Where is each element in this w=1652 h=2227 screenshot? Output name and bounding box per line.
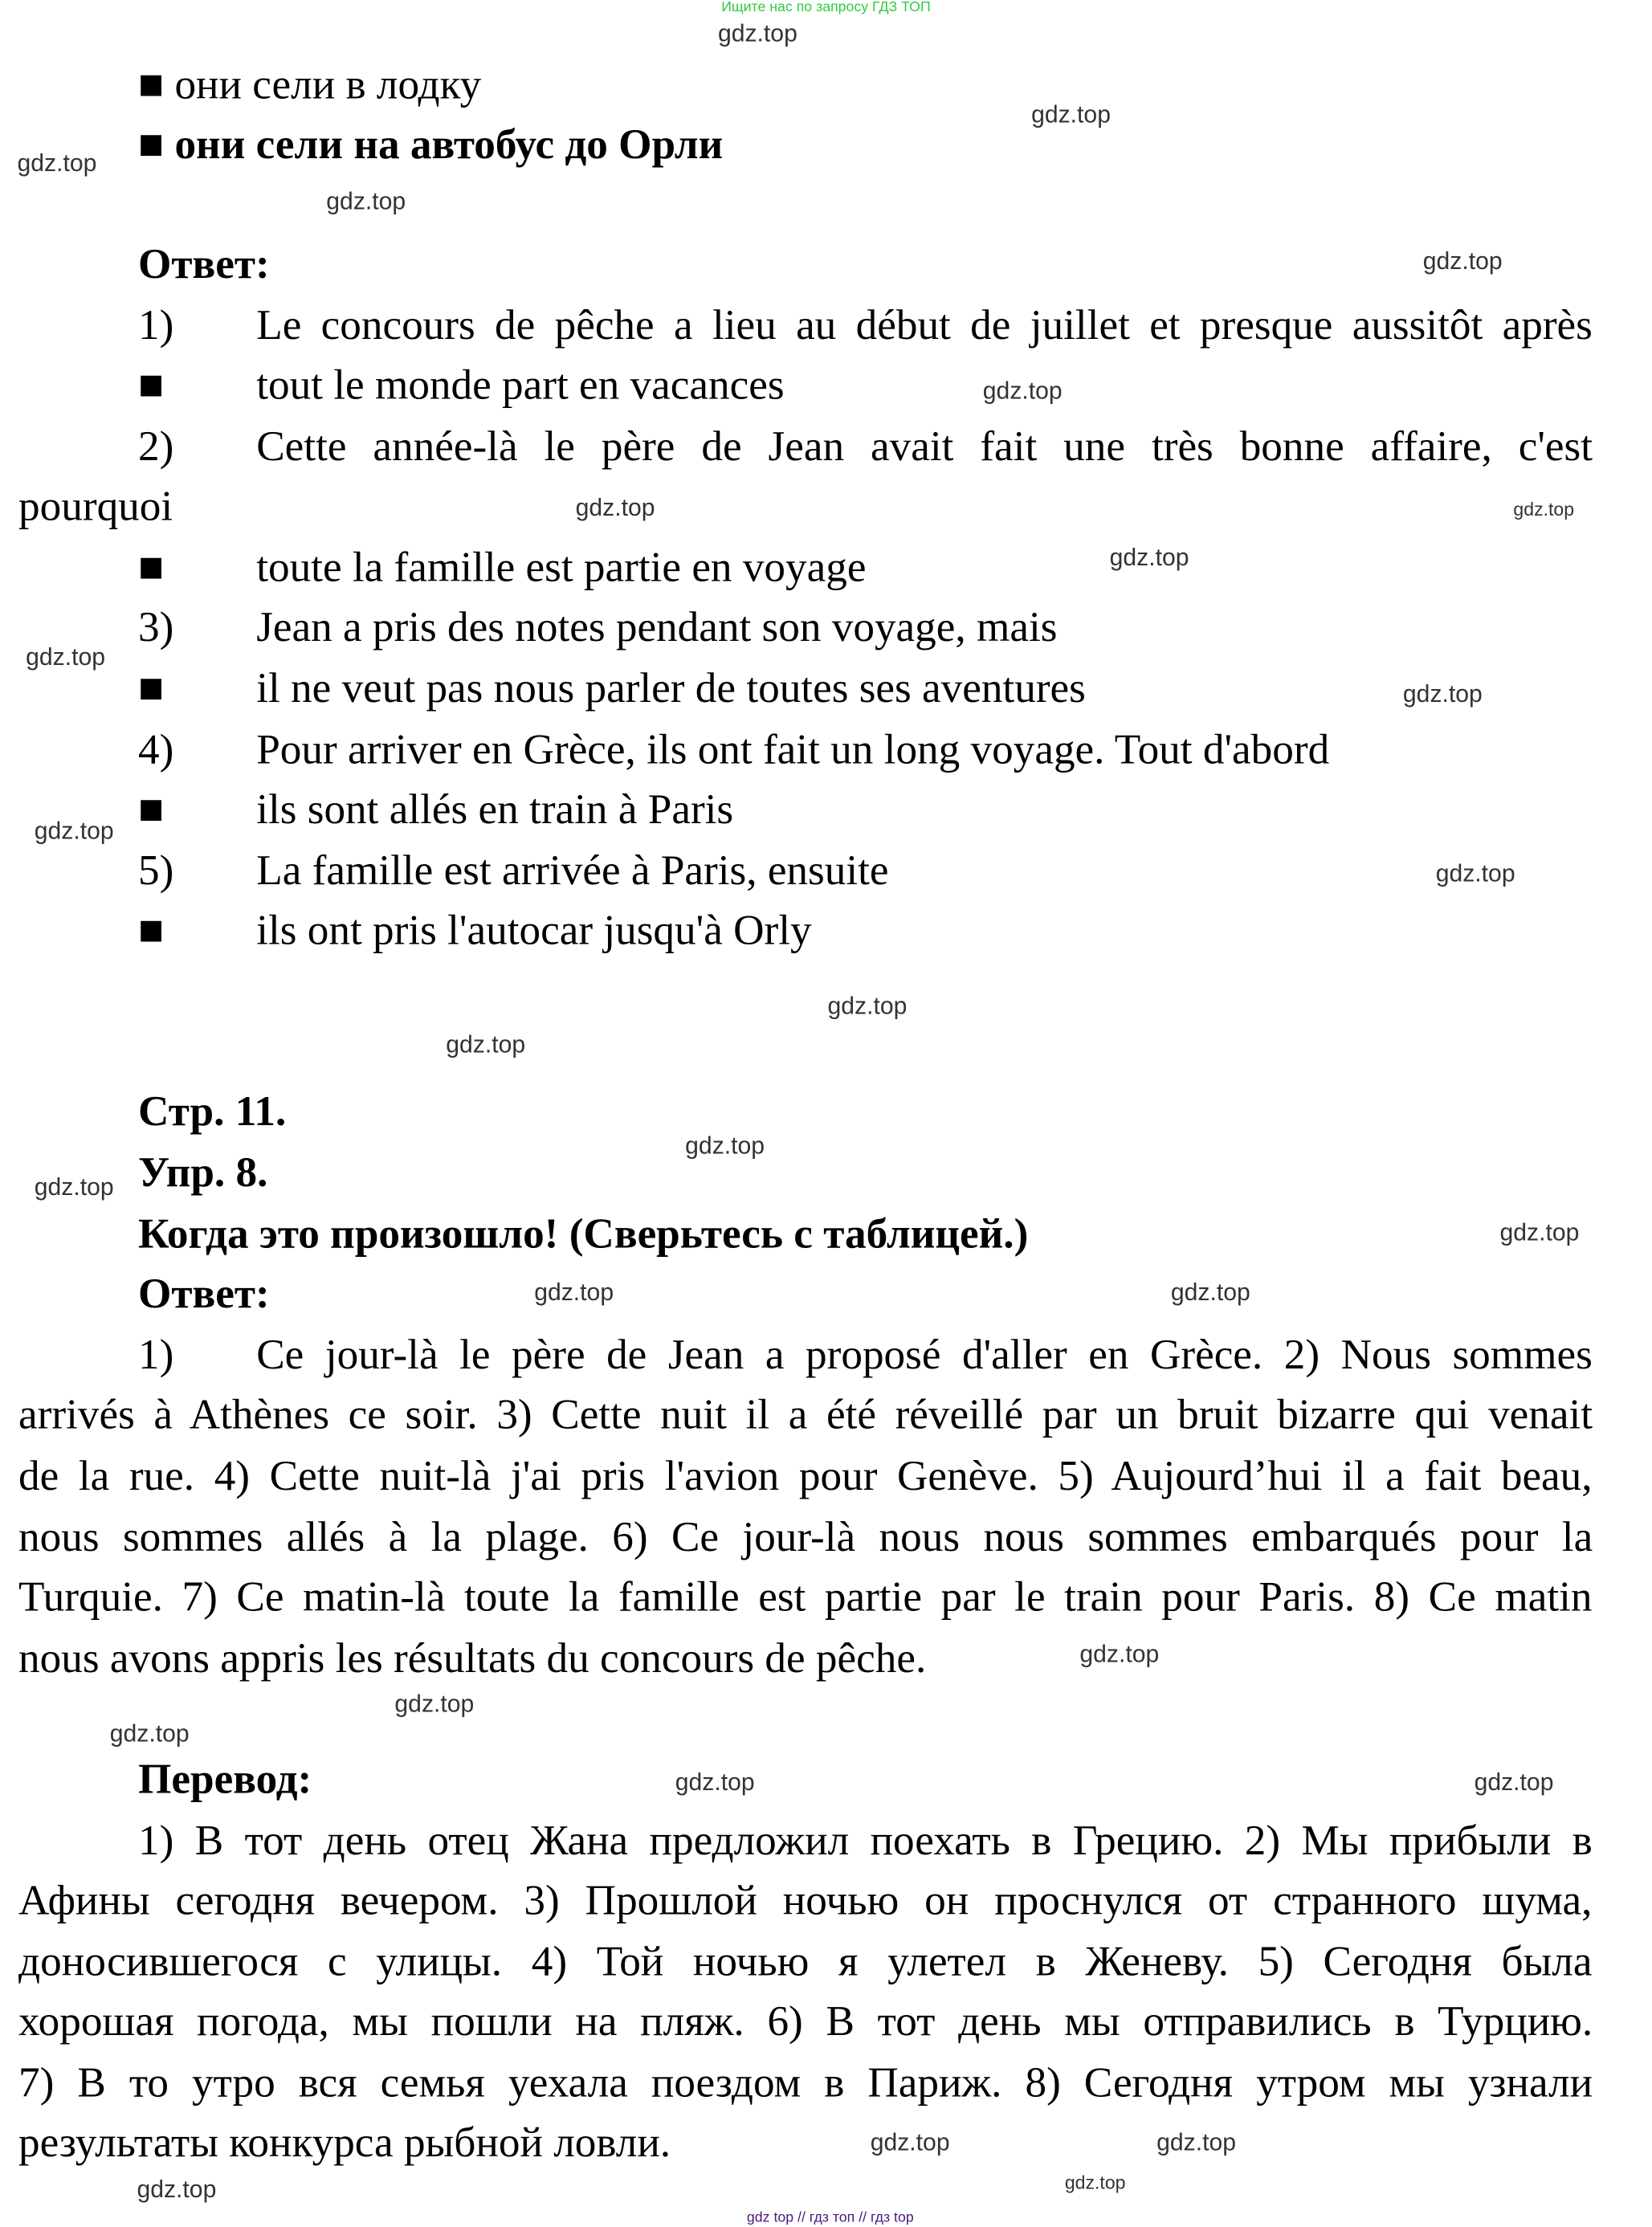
watermark: gdz.top (34, 1173, 114, 1201)
task-title: Когда это произошло! (Сверьтесь с таблицей.) (138, 1210, 1029, 1258)
translation-line: доносившегося с улицы. 4) Той ночью я улетел в Женеву. 5) Сегодня была (18, 1938, 1593, 1985)
bullet-icon: ■ (138, 665, 165, 712)
answer-line: Ce jour-là le père de Jean a proposé d'aller en Grèce. 2) Nous sommes (256, 1332, 1593, 1379)
watermark: gdz.top (1079, 1640, 1160, 1668)
watermark: gdz.top (534, 1279, 614, 1307)
translation-line: Афины сегодня вечером. 3) Прошлой ночью он проснулся от странного шума, (18, 1877, 1593, 1924)
answer-line: Turquie. 7) Ce matin-là toute la famille est partie par le train pour Paris. 8) Ce matin (18, 1573, 1593, 1621)
item-text: Jean a pris des notes pendant son voyage, mais (256, 603, 1058, 651)
watermark: gdz.top (982, 377, 1063, 405)
bullet-icon: ■ (138, 120, 165, 169)
answer-line: nous sommes allés à la plage. 6) Ce jour-là nous nous sommes embarqués pour la (18, 1514, 1593, 1561)
answer-line: arrivés à Athènes ce soir. 3) Cette nuit il a été réveillé par un bruit bizarre qui venait (18, 1391, 1593, 1439)
item-text: Cette année-là le père de Jean avait fait une très bonne affaire, c'est (256, 422, 1593, 471)
item-text: il ne veut pas nous parler de toutes ses aventures (256, 665, 1086, 712)
watermark: gdz.top (109, 1720, 190, 1748)
footer-banner: gdz top // гдз топ // гдз top (746, 2210, 914, 2226)
header-banner: Ищите нас по запросу ГДЗ ТОП (721, 0, 931, 16)
item-number: 1) (138, 1332, 174, 1379)
watermark: gdz.top (575, 494, 655, 522)
line-text: они сели в лодку (174, 61, 482, 108)
bullet-icon: ■ (138, 361, 165, 409)
watermark: gdz.top (1499, 1218, 1580, 1246)
bullet-icon: ■ (138, 544, 165, 591)
watermark: gdz.top (326, 188, 406, 215)
exercise-title: Упр. 8. (138, 1149, 268, 1197)
watermark: gdz.top (1031, 100, 1111, 128)
watermark: gdz.top (1170, 1279, 1250, 1307)
watermark: gdz.top (26, 643, 106, 671)
watermark: gdz.top (1435, 860, 1515, 887)
translation-line: 1) В тот день отец Жана предложил поехать в Грецию. 2) Мы прибыли в (138, 1817, 1593, 1865)
item-text: ils ont pris l'autocar jusqu'à Orly (256, 907, 812, 955)
item-text: pourquoi (18, 483, 173, 530)
watermark: gdz.top (1422, 247, 1503, 275)
watermark: gdz.top (685, 1132, 765, 1160)
bullet-icon: ■ (138, 907, 165, 955)
item-text: La famille est arrivée à Paris, ensuite (256, 847, 889, 895)
bullet-icon: ■ (138, 785, 165, 834)
answer-line: nous avons appris les résultats du concours de pêche. (18, 1634, 927, 1682)
watermark: gdz.top (1513, 498, 1575, 520)
watermark: gdz.top (1064, 2172, 1126, 2193)
watermark: gdz.top (827, 992, 908, 1020)
watermark: gdz.top (717, 19, 797, 47)
translation-line: хорошая погода, мы пошли на пляж. 6) В тот день мы отправились в Турцию. (18, 1997, 1593, 2045)
watermark: gdz.top (137, 2176, 217, 2204)
item-text: toute la famille est partie en voyage (256, 544, 867, 591)
watermark: gdz.top (1402, 680, 1483, 708)
translation-line: результаты конкурса рыбной ловли. (18, 2119, 671, 2167)
item-number: 5) (138, 847, 174, 895)
prev-line-1 (138, 59, 481, 111)
item-text: Le concours de pêche a lieu au début de juillet et presque aussitôt après (256, 301, 1593, 349)
watermark: gdz.top (1156, 2129, 1237, 2156)
translation-heading: Перевод: (138, 1756, 312, 1803)
item-number: 3) (138, 603, 174, 651)
watermark: gdz.top (34, 817, 114, 845)
answer-heading: Ответ: (138, 1270, 270, 1318)
item-number: 2) (138, 422, 174, 471)
answer-heading: Ответ: (138, 240, 270, 288)
watermark: gdz.top (446, 1030, 526, 1058)
watermark: gdz.top (17, 149, 97, 177)
bullet-icon: ■ (138, 61, 165, 108)
item-text: Pour arriver en Grèce, ils ont fait un long voyage. Tout d'abord (256, 726, 1330, 773)
item-number: 1) (138, 301, 174, 349)
page-title: Стр. 11. (138, 1087, 287, 1136)
translation-line: 7) В то утро вся семья уехала поездом в Париж. 8) Сегодня утром мы узнали (18, 2059, 1593, 2107)
watermark: gdz.top (870, 2129, 950, 2156)
watermark: gdz.top (1474, 1768, 1554, 1797)
watermark: gdz.top (1109, 544, 1189, 572)
item-text: ils sont allés en train à Paris (256, 785, 734, 834)
answer-line: de la rue. 4) Cette nuit-là j'ai pris l'avion pour Genève. 5) Aujourd’hui il a fait beau, (18, 1452, 1593, 1500)
line-text: они сели на автобус до Орли (174, 120, 724, 169)
watermark: gdz.top (675, 1768, 755, 1797)
item-number: 4) (138, 726, 174, 773)
watermark: gdz.top (394, 1690, 475, 1718)
prev-line-2 (138, 120, 723, 171)
item-text: tout le monde part en vacances (256, 361, 785, 409)
